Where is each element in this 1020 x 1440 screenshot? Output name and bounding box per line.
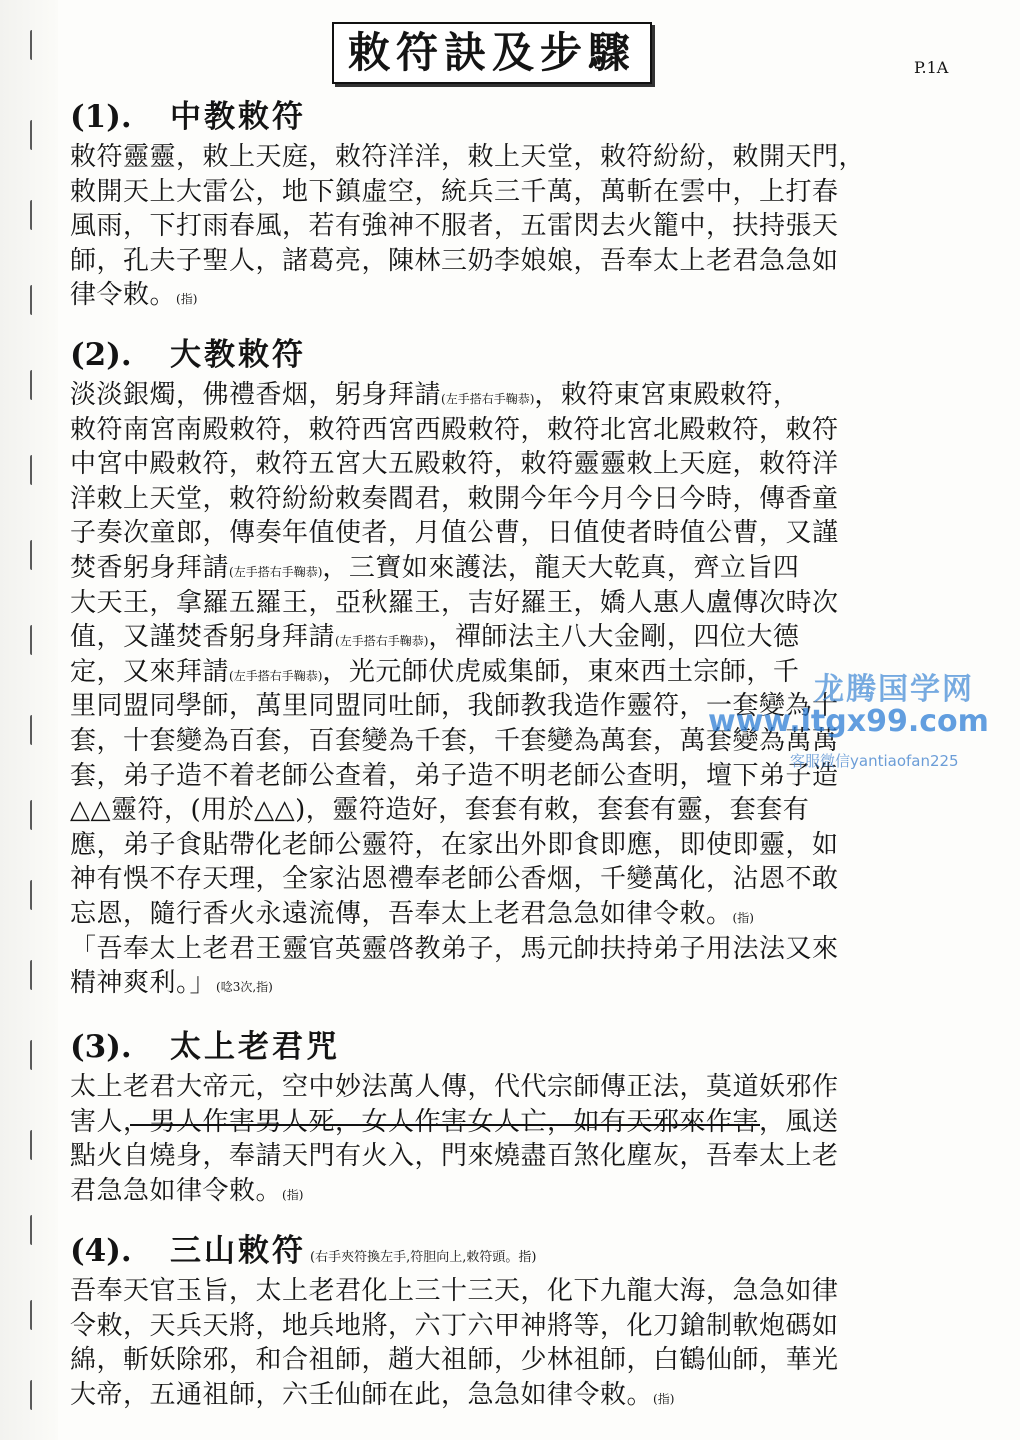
binding-hole: [30, 285, 41, 315]
text-segment: 應，弟子食貼帶化老師公靈符，在家出外即食即應，即使即靈，如: [70, 829, 839, 860]
binding-hole: [30, 120, 41, 150]
text-segment: 套，十套變為百套，百套變為千套，千套變為萬套，萬套變為萬萬: [70, 725, 839, 756]
section-number: (1).: [70, 99, 132, 135]
text-segment: 淡淡銀燭，佛禮香烟，躬身拜請: [70, 380, 442, 410]
text-segment: 敕符南宮南殿敕符，敕符西宮西殿敕符，敕符北宮北殿敕符，敕符: [70, 414, 839, 445]
text-line: [70, 828, 970, 863]
text-segment: 吾奉天官玉旨，太上老君化上三十三天，化下九龍大海，急急如律: [70, 1276, 839, 1306]
text-segment: 點火自燒身，奉請天門有火入，門來燒盡百煞化塵灰，吾奉太上老: [70, 1141, 839, 1172]
inline-instruction-note: (指): [732, 910, 754, 925]
text-segment: 敕符靈靈，敕上天庭，敕符洋洋，敕上天堂，敕符紛紛，敕開天門，: [70, 142, 866, 172]
binding-hole: [30, 1300, 41, 1330]
section-title: 三山敕符: [170, 1233, 306, 1269]
watermark-contact: 客服微信yantiaofan225: [790, 752, 959, 770]
text-segment: 害人，男人作害男人死，女人作害女人亡，如有天邪來作害，風送: [70, 1106, 839, 1137]
text-line: [70, 1174, 970, 1209]
page-title: 敕符訣及步驟: [332, 22, 652, 84]
section-taishang-laojun: [70, 1024, 970, 1208]
text-segment: ，禪師法主八大金剛，四位大德: [428, 622, 800, 653]
text-line: [70, 932, 970, 967]
text-segment: 風雨，下打雨春風，若有強神不服者，五雷閃去火籠中，扶持張天: [70, 211, 839, 242]
text-segment: ，三寶如來護法，龍天大乾真，齊立旨四: [322, 552, 800, 583]
text-line: [70, 278, 970, 313]
text-line: [70, 244, 970, 279]
section-zhongjiao: [70, 94, 970, 313]
text-segment: 精神爽利。」: [70, 968, 217, 999]
text-segment: 套，弟子造不着老師公查着，弟子造不明老師公查明，壇下弟子造: [70, 760, 839, 791]
binding-hole: [30, 800, 41, 830]
text-line: [70, 897, 970, 932]
binding-hole: [30, 540, 41, 570]
section-heading: [70, 1024, 970, 1070]
text-segment: 令敕，天兵天將，地兵地將，六丁六甲神將等，化刀鎗制軟炮碼如: [70, 1310, 839, 1341]
text-line: [70, 689, 970, 724]
binding-hole: [30, 455, 41, 485]
section-title: 大教敕符: [170, 337, 306, 373]
text-line: [70, 1378, 970, 1413]
text-segment: 君急急如律令敕。: [70, 1175, 283, 1206]
binding-hole: [30, 715, 41, 745]
section-number: (2).: [70, 337, 132, 373]
inline-instruction-note: (指): [653, 1391, 675, 1406]
text-line: [70, 413, 970, 448]
text-segment: 律令敕。: [70, 280, 177, 311]
text-segment: 里同盟同學師，萬里同盟同吐師，我師教我造作靈符，一套變為十: [70, 691, 839, 722]
text-segment: 師，孔夫子聖人，諸葛亮，陳林三奶李娘娘，吾奉太上老君急急如: [70, 245, 839, 276]
binding-hole: [30, 1040, 41, 1070]
text-segment: 「吾奉太上老君王靈官英靈啓教弟子，馬元帥扶持弟子用法法又來: [70, 933, 839, 964]
text-segment: 大帝，五通祖師，六壬仙師在此，急急如律令敕。: [70, 1379, 654, 1410]
text-line: [70, 482, 970, 517]
page-number: P.1A: [914, 58, 949, 77]
text-segment: 綿，斬妖除邪，和合祖師，趙大祖師，少林祖師，白鶴仙師，華光: [70, 1345, 839, 1376]
text-line: [70, 655, 970, 690]
text-segment: 神有悞不存天理，全家沾恩禮奉老師公香烟，千變萬化，沾恩不敢: [70, 864, 839, 895]
inline-instruction-note: (左手搭右手鞠恭): [441, 392, 535, 406]
inline-instruction-note: (左手搭右手鞠恭): [335, 634, 429, 649]
inline-instruction-note: (唸3次,指): [216, 980, 273, 995]
text-segment: 焚香躬身拜請: [70, 552, 230, 583]
text-line: [70, 1139, 970, 1174]
text-line: [70, 966, 970, 1001]
section-instruction-note: (右手夾符換左手,符胆向上,敕符頭。指): [310, 1250, 537, 1265]
section-heading: [70, 1228, 970, 1274]
section-number: (3).: [70, 1029, 132, 1065]
binding-margin: [0, 0, 58, 1440]
binding-hole: [30, 625, 41, 655]
text-line: [70, 1343, 970, 1378]
text-segment: 洋敕上天堂，敕符紛紛敕奏閻君，敕開今年今月今日今時，傳香童: [70, 483, 839, 514]
binding-hole: [30, 880, 41, 910]
text-segment: 大天王，拿羅五羅王，亞秋羅王，吉好羅王，嬌人惠人盧傳次時次: [70, 587, 839, 618]
section-title: 太上老君咒: [170, 1029, 340, 1065]
text-line: [70, 209, 970, 244]
text-line: [70, 759, 970, 794]
text-segment: 中宮中殿敕符，敕符五宮大五殿敕符，敕符靈靈敕上天庭，敕符洋: [70, 449, 839, 480]
binding-hole: [30, 200, 41, 230]
watermark-site-name: 龙腾国学网: [814, 672, 974, 707]
binding-hole: [30, 1215, 41, 1245]
section-sanshan: [70, 1228, 970, 1412]
text-segment: 太上老君大帝元，空中妙法萬人傳，代代宗師傳正法，莫道妖邪作: [70, 1072, 839, 1102]
text-segment: △△靈符，(用於△△)，靈符造好，套套有敕，套套有靈，套套有: [70, 795, 810, 826]
text-segment: 忘恩，隨行香火永遠流傳，吾奉太上老君急急如律令敕。: [70, 898, 733, 929]
section-number: (4).: [70, 1233, 132, 1269]
inline-instruction-note: (指): [282, 1187, 304, 1202]
section-title: 中教敕符: [170, 99, 306, 135]
inline-instruction-note: (指): [176, 292, 198, 307]
text-line: [70, 175, 970, 210]
text-segment: ，敕符東宮東殿敕符，: [534, 380, 800, 410]
text-line: [70, 586, 970, 621]
text-segment: 子奏次童郎，傳奏年值使者，月值公曹，日值使者時值公曹，又謹: [70, 518, 839, 549]
text-line: [70, 793, 970, 828]
section-heading: [70, 332, 970, 378]
text-segment: 敕開天上大雷公，地下鎮虛空，統兵三千萬，萬斬在雲中，上打春: [70, 176, 839, 207]
watermark-url: www.ltgx99.com: [708, 704, 989, 739]
text-segment: 定，又來拜請: [70, 656, 230, 687]
section-dajiao: [70, 332, 970, 1001]
text-line: [70, 620, 970, 655]
text-line: [70, 1274, 970, 1309]
binding-hole: [30, 1380, 41, 1410]
text-line: [70, 1105, 970, 1140]
text-line: [70, 724, 970, 759]
text-line: [70, 378, 970, 413]
text-line: [70, 140, 970, 175]
text-segment: 值，又謹焚香躬身拜請: [70, 622, 336, 653]
inline-instruction-note: (左手搭右手鞠恭): [229, 564, 323, 579]
binding-hole: [30, 370, 41, 400]
binding-hole: [30, 960, 41, 990]
text-line: [70, 447, 970, 482]
text-line: [70, 1070, 970, 1105]
inline-instruction-note: (左手搭右手鞠恭): [229, 668, 323, 683]
binding-hole: [30, 30, 41, 60]
binding-hole: [30, 1130, 41, 1160]
section-heading: [70, 94, 970, 140]
text-line: [70, 862, 970, 897]
text-line: [70, 551, 970, 586]
text-segment: ，光元師伏虎威集師，東來西土宗師，千: [322, 656, 800, 687]
text-line: [70, 516, 970, 551]
text-line: [70, 1309, 970, 1344]
